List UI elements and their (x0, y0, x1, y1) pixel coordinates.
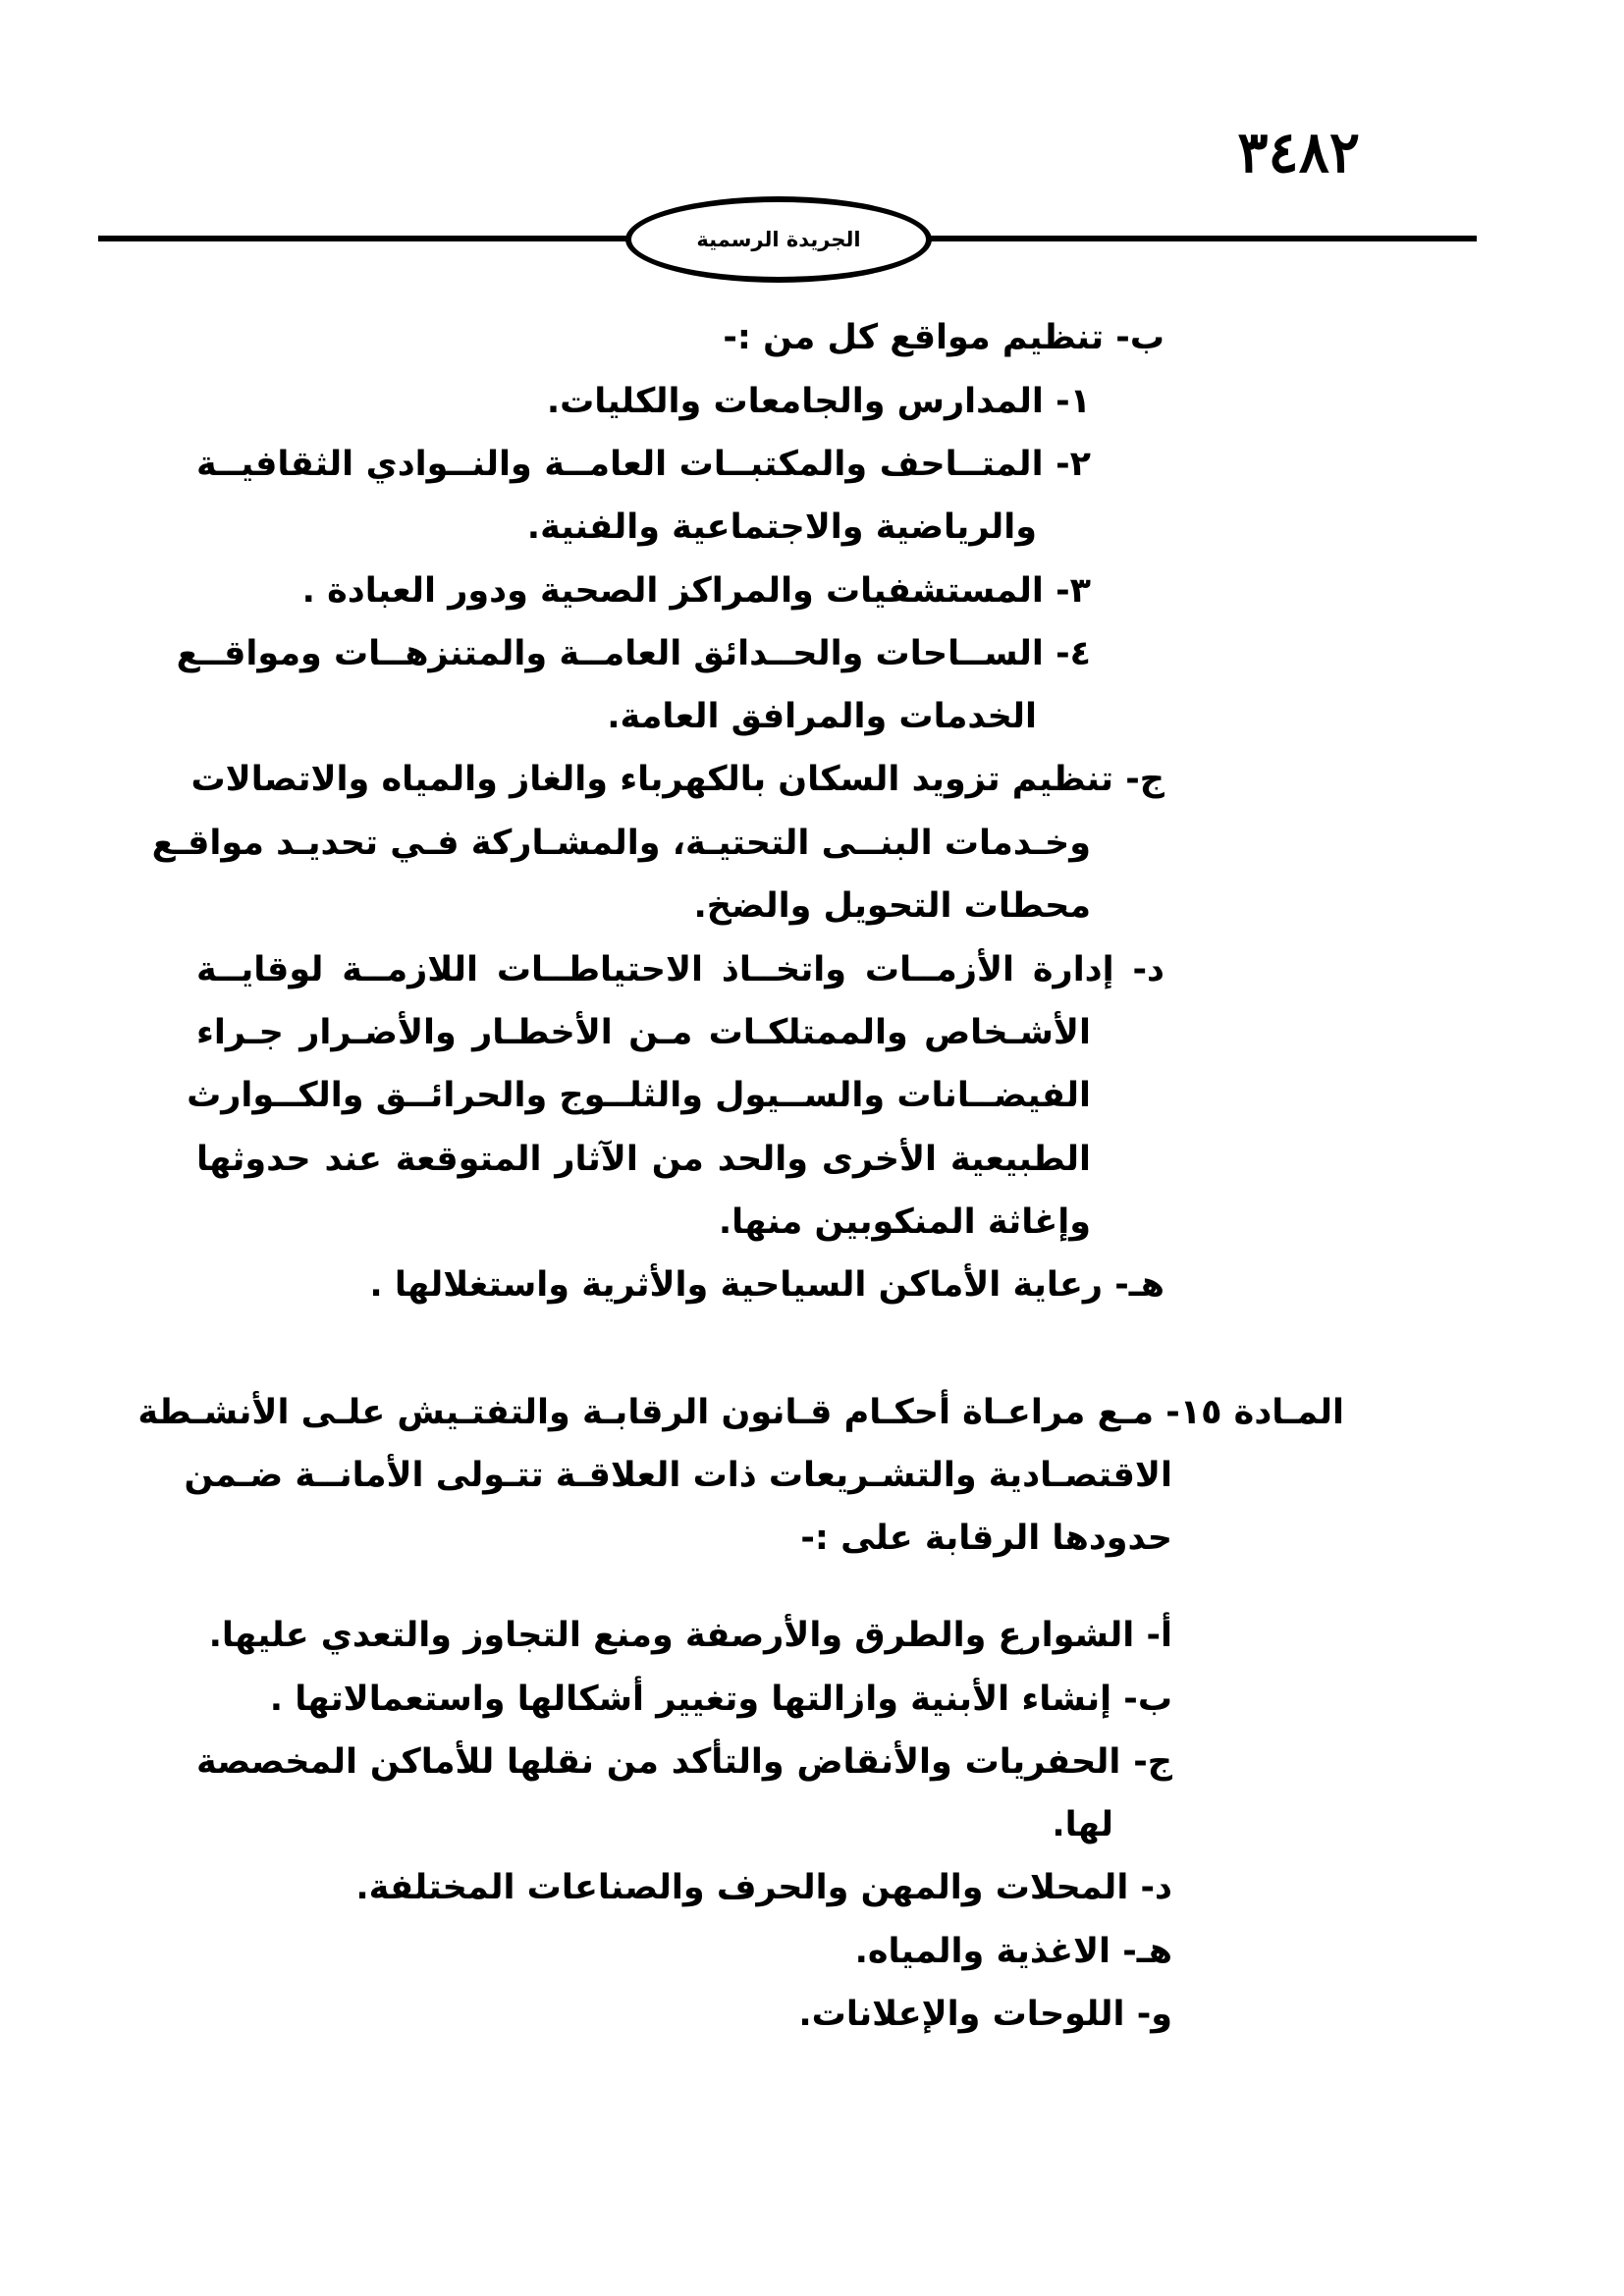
article-15-item-e: هـ- الاغذية والمياه. (854, 1932, 1172, 1971)
article-15-item-c-cont: لها. (1052, 1805, 1113, 1844)
article-15-item-c: ج- الحفريات والأنقاض والتأكد من نقلها للأماكن المخصصة (196, 1742, 1172, 1782)
article-15-item-a: أ- الشوارع والطرق والأرصفة ومنع التجاوز والتعدي عليها. (208, 1616, 1172, 1655)
article-15-cont-1: الاقتصـادية والتشـريعات ذات العلاقـة تتـولى الأمانــة ضـمن (184, 1456, 1172, 1495)
article-15-item-f: و- اللوحات والإعلانات. (798, 1995, 1172, 2034)
gazette-header-oval (625, 196, 932, 283)
clause-c-cont-2: محطات التحويل والضخ. (693, 886, 1091, 926)
list-item-2-cont: والرياضية والاجتماعية والفنية. (526, 507, 1037, 547)
list-item-3: ٣- المستشفيات والمراكز الصحية ودور العبادة . (301, 571, 1091, 611)
list-item-4: ٤- الســاحات والحــدائق العامــة والمتنزهــات ومواقــع (176, 634, 1091, 673)
clause-c-cont-1: وخـدمات البنــى التحتيـة، والمشـاركة فـي تحديـد مواقـع (151, 824, 1091, 863)
clause-d-cont-3: الطبيعية الأخرى والحد من الآثار المتوقعة عند حدوثها (196, 1140, 1091, 1179)
clause-d-cont-2: الفيضــانات والســيول والثلــوج والحرائــق والكــوارث (187, 1076, 1091, 1115)
page-number: ٣٤٨٢ (1237, 119, 1360, 186)
list-item-4-cont: الخدمات والمرافق العامة. (607, 697, 1037, 736)
list-item-1: ١- المدارس والجامعات والكليات. (546, 382, 1091, 421)
article-15-heading: المـادة ١٥- مـع مراعـاة أحكـام قـانون الرقابـة والتفتـيش علـى الأنشـطة (137, 1393, 1344, 1432)
clause-d-cont-4: وإغاثة المنكوبين منها. (718, 1202, 1091, 1242)
article-15-cont-2: حدودها الرقابة على :- (800, 1519, 1172, 1558)
article-15-item-b: ب- إنشاء الأبنية وازالتها وتغيير أشكالها واستعمالاتها . (269, 1680, 1172, 1719)
clause-c: ج- تنظيم تزويد السكان بالكهرباء والغاز والمياه والاتصالات (190, 760, 1164, 799)
clause-b: ب- تنظيم مواقع كل من :- (723, 318, 1164, 357)
clause-d-cont-1: الأشـخاص والممتلكـات مـن الأخطـار والأضـرار جـراء (196, 1013, 1091, 1052)
list-item-2: ٢- المتــاحف والمكتبــات العامــة والنــوادي الثقافيــة (196, 445, 1091, 484)
article-15-item-d: د- المحلات والمهن والحرف والصناعات المختلفة. (355, 1868, 1172, 1907)
gazette-title: الجريدة الرسمية (696, 228, 861, 251)
clause-e: هـ- رعاية الأماكن السياحية والأثرية واستغلالها . (369, 1265, 1164, 1305)
clause-d: د- إدارة الأزمــات واتخــاذ الاحتياطــات اللازمــة لوقايــة (196, 950, 1164, 989)
